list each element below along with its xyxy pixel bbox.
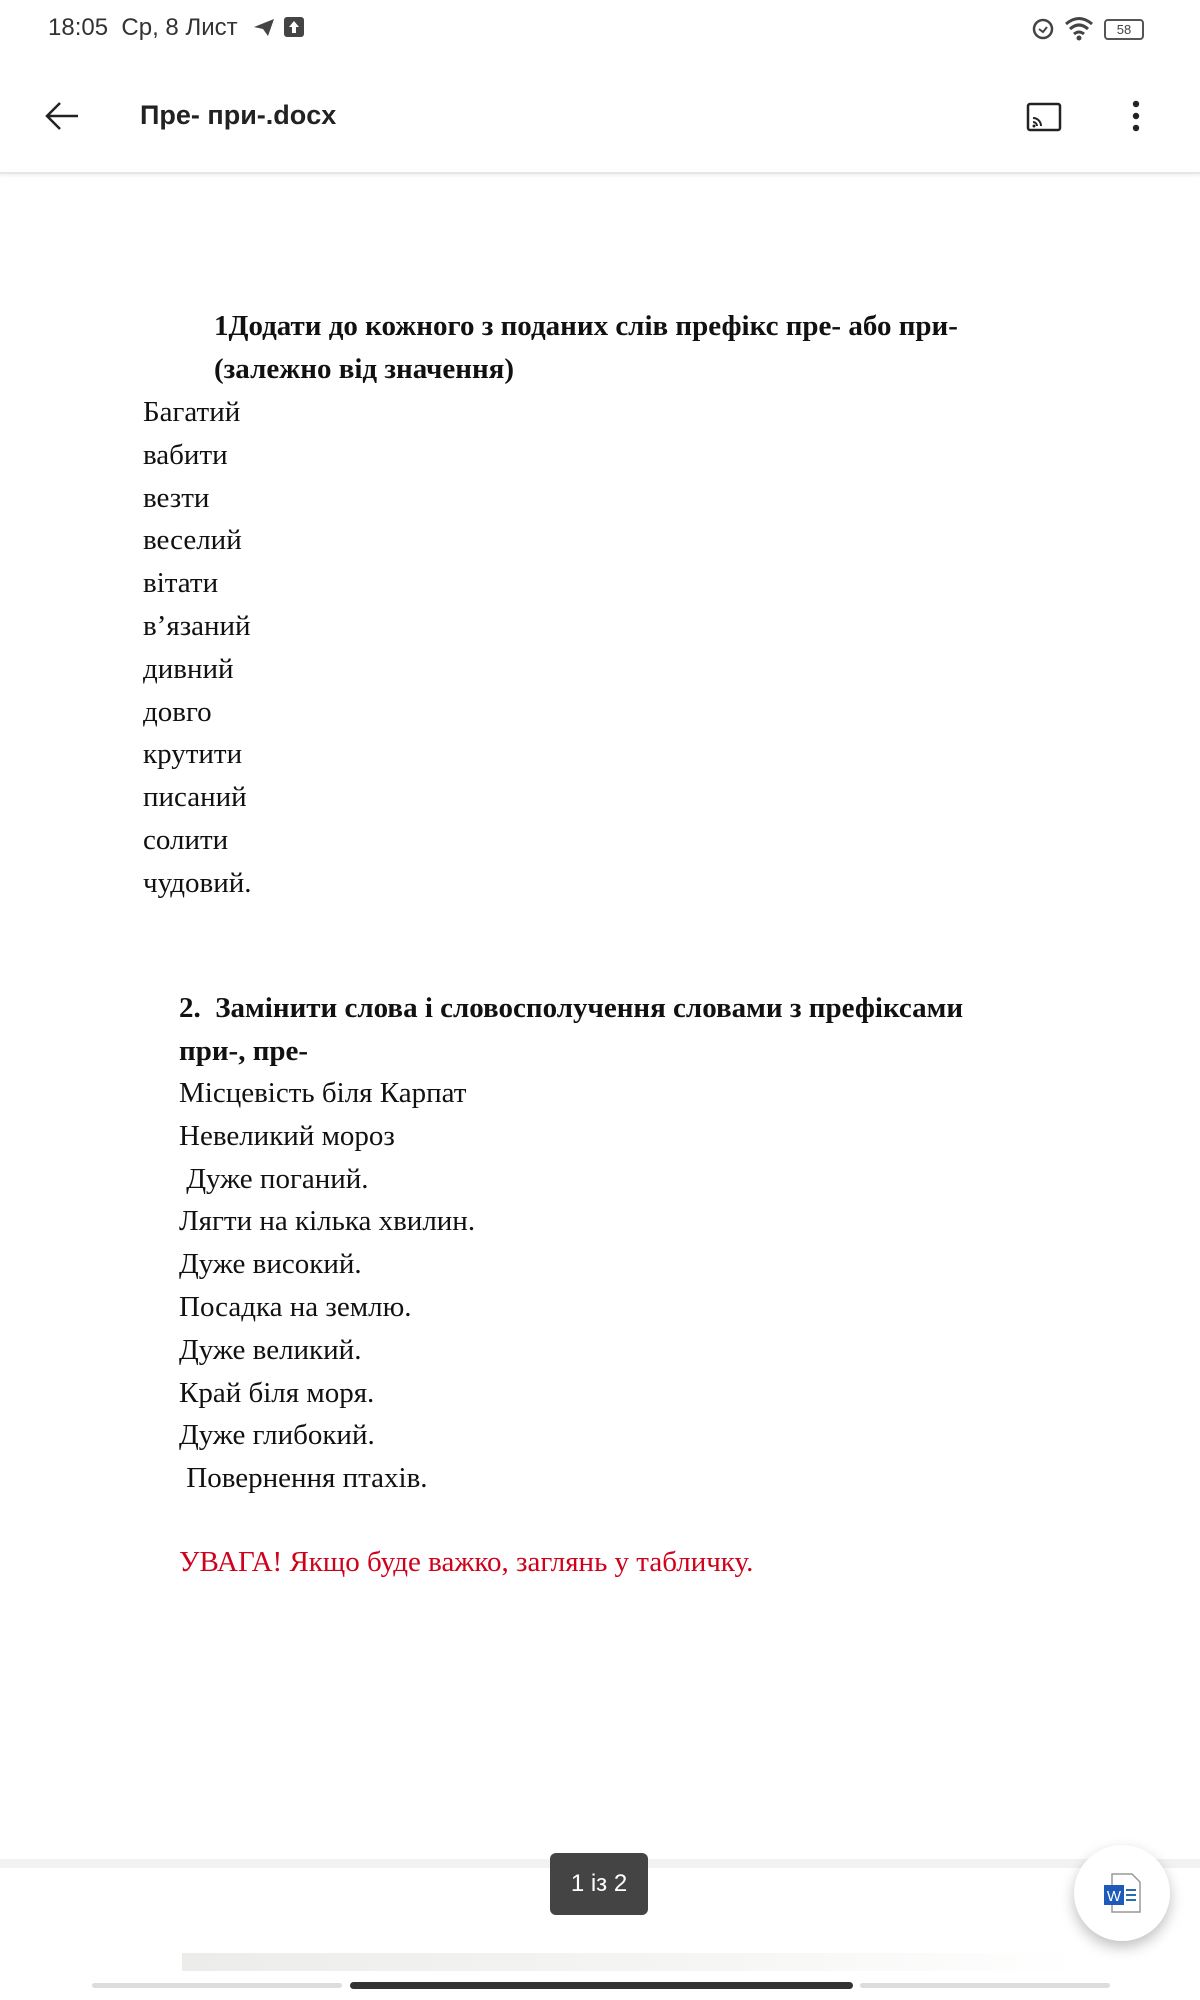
- phrase-item: Лягти на кілька хвилин.: [179, 1205, 476, 1238]
- phrase-item: Край біля моря.: [179, 1376, 375, 1409]
- phrase-item: Дуже поганий.: [179, 1162, 369, 1195]
- task2-heading-line1: 2. Замінити слова і словосполучення словами з префіксами: [179, 992, 964, 1024]
- svg-text:W: W: [1106, 1888, 1122, 1905]
- open-in-word-button[interactable]: [1074, 1845, 1170, 1941]
- word-item: писаний: [143, 781, 247, 814]
- word-item: Багатий: [143, 396, 241, 428]
- wifi-icon: [1064, 15, 1094, 46]
- app-bar: [0, 60, 1200, 174]
- upload-icon: [284, 17, 304, 37]
- scroll-track-right: [860, 1983, 1110, 1988]
- scroll-track-left: [92, 1983, 342, 1988]
- task1-heading-line1: 1Додати до кожного з поданих слів префікс пре- або при-: [214, 310, 958, 342]
- document-title: Пре- при-.docx: [140, 100, 337, 130]
- phrase-item: Дуже глибокий.: [179, 1419, 375, 1452]
- cast-button[interactable]: [1026, 102, 1062, 137]
- horizontal-scrollbar-thumb[interactable]: [350, 1982, 853, 1989]
- word-item: вабити: [143, 438, 228, 471]
- back-button[interactable]: [44, 98, 80, 139]
- word-item: чудовий.: [143, 866, 252, 899]
- word-item: вітати: [143, 567, 219, 600]
- cast-icon: [1026, 102, 1062, 132]
- status-time: 18:05: [48, 14, 109, 41]
- word-icon: [1100, 1871, 1144, 1915]
- word-item: довго: [143, 695, 212, 728]
- word-item: в’язаний: [143, 610, 251, 642]
- more-options-button[interactable]: [1124, 98, 1148, 139]
- phrase-item: Дуже високий.: [179, 1248, 362, 1281]
- task2-heading-line2: при-, пре-: [179, 1035, 309, 1067]
- arrow-left-icon: [44, 98, 80, 134]
- status-bar: [0, 0, 1200, 60]
- next-page-preview: [182, 1953, 1082, 1971]
- status-time-date: [48, 14, 238, 42]
- word-item: везти: [143, 481, 210, 514]
- phrase-item: Місцевість біля Карпат: [179, 1077, 467, 1109]
- more-vert-icon: [1124, 98, 1148, 134]
- warning-text: УВАГА! Якщо буде важко, заглянь у табличку.: [179, 1546, 754, 1578]
- phrase-item: Повернення птахів.: [179, 1462, 428, 1495]
- word-item: веселий: [143, 524, 242, 557]
- phrase-item: Дуже великий.: [179, 1333, 362, 1366]
- phrase-item: Невеликий мороз: [179, 1119, 395, 1152]
- alarm-icon: [1030, 15, 1056, 46]
- task1-heading-line2: (залежно від значення): [214, 353, 515, 385]
- battery-indicator: 58: [1104, 19, 1144, 40]
- page-indicator: 1 із 2: [550, 1853, 648, 1915]
- word-item: солити: [143, 824, 229, 856]
- word-item: дивний: [143, 652, 234, 685]
- phrase-item: Посадка на землю.: [179, 1291, 412, 1323]
- telegram-icon: [252, 16, 276, 43]
- status-date: Ср, 8 Лист: [121, 14, 238, 41]
- word-item: крутити: [143, 738, 243, 771]
